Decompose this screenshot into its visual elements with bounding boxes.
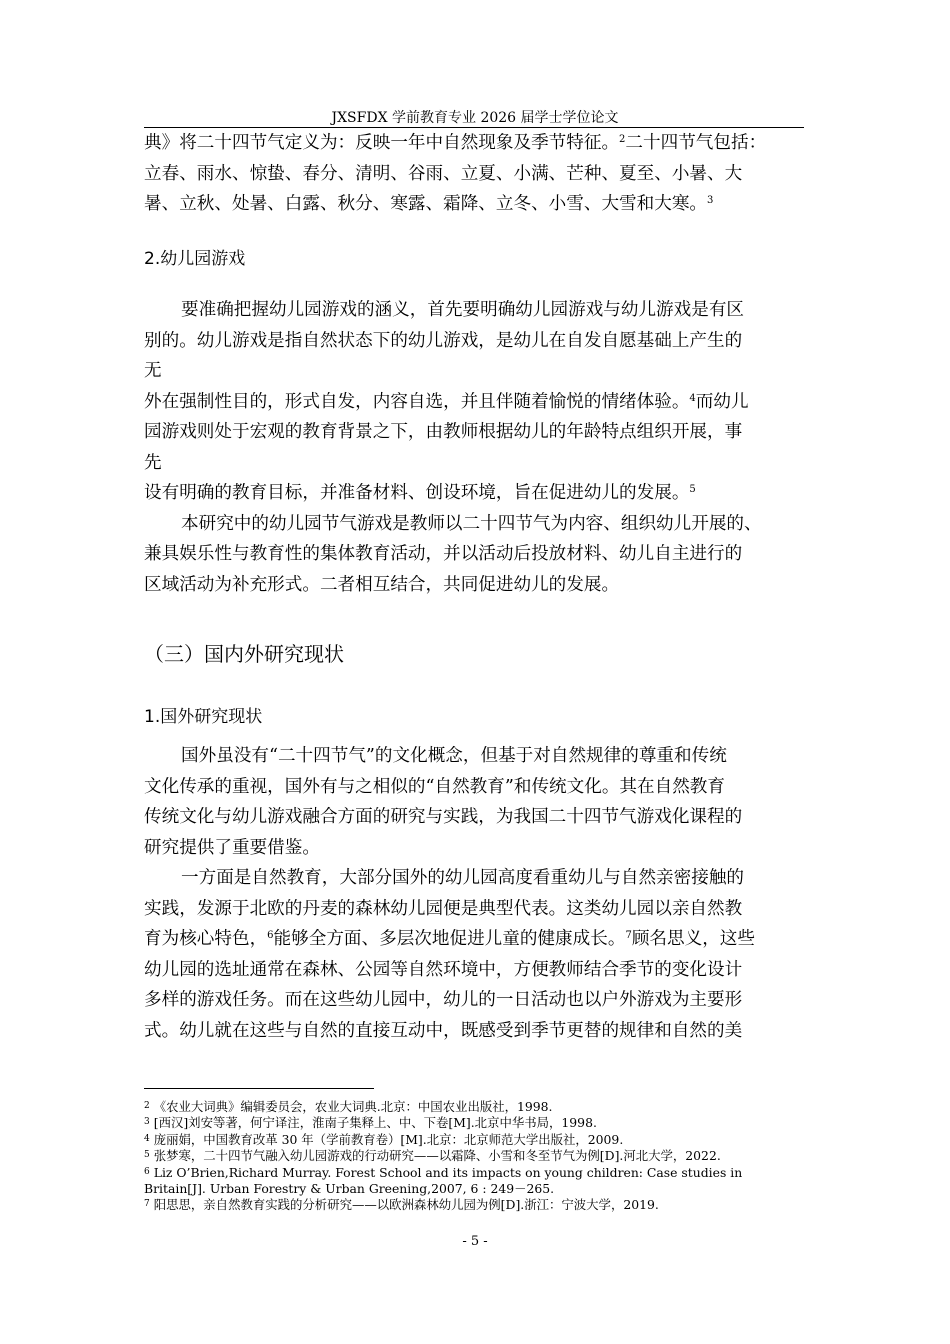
text-line <box>144 133 814 153</box>
footnote-marker: 7 <box>625 930 632 941</box>
footnote <box>144 1197 659 1212</box>
text-run: 传统文化与幼儿游戏融合方面的研究与实践，为我国二十四节气游戏化课程的 <box>144 807 743 827</box>
text-line <box>144 164 814 184</box>
text-run: 设有明确的教育目标，并准备材料、创设环境，旨在促进幼儿的发展。 <box>144 483 690 503</box>
text-line <box>144 544 814 564</box>
footnote-text: [西汉]刘安等著，何宁译注，淮南子集释上、中、下卷[M].北京中华书局，1998. <box>153 1115 597 1131</box>
text-line <box>144 960 814 980</box>
text-run: 本研究中的幼儿园节气游戏是教师以二十四节气为内容、组织幼儿开展的、 <box>181 513 762 534</box>
text-line <box>181 300 851 320</box>
text-line <box>181 514 851 534</box>
text-run: 一方面是自然教育，大部分国外的幼儿园高度看重幼儿与自然亲密接触的 <box>181 868 745 888</box>
text-run: 实践，发源于北欧的丹麦的森林幼儿园便是典型代表。这类幼儿园以亲自然教 <box>144 898 743 919</box>
footnote-number: 2 <box>144 1101 150 1111</box>
text-run: 育为核心特色， <box>144 929 268 949</box>
text-line <box>144 194 814 214</box>
text-run: 多样的游戏任务。而在这些幼儿园中，幼儿的一日活动也以户外游戏为主要形 <box>144 990 743 1010</box>
text-run: 式。幼儿就在这些与自然的直接互动中，既感受到季节更替的规律和自然的美 <box>144 1020 743 1041</box>
text-run: 兼具娱乐性与教育性的集体教育活动，并以活动后投放材料、幼儿自主进行的 <box>144 544 743 564</box>
text-run: 国外虽没有“二十四节气”的文化概念，但基于对自然规律的尊重和传统 <box>181 746 727 766</box>
text-run: 能够全方面、多层次地促进儿童的健康成长。 <box>273 929 626 949</box>
footnote-number: 5 <box>144 1150 150 1161</box>
footnote-text: Liz O’Brien,Richard Murray. Forest School and its impacts on young children: Case studies in <box>153 1164 743 1180</box>
footnote-marker: 3 <box>707 195 714 206</box>
footnote-marker: 4 <box>689 392 696 404</box>
footnote <box>144 1132 623 1147</box>
text-run: 要准确把握幼儿园游戏的涵义，首先要明确幼儿园游戏与幼儿游戏是有区 <box>181 300 745 320</box>
header-rule <box>144 127 804 128</box>
footnote-text: Britain[J]. Urban Forestry & Urban Greening,2007, 6 : 249－265. <box>144 1181 555 1196</box>
text-run: 外在强制性目的，形式自发，内容自选，并且伴随着愉悦的情绪体验。 <box>144 391 690 412</box>
subheading-foreign-research: 1.国外研究现状 <box>144 707 263 727</box>
text-run: 研究提供了重要借鉴。 <box>144 837 320 858</box>
text-line <box>144 838 814 858</box>
text-run: 文化传承的重视，国外有与之相似的“自然教育”和传统文化。其在自然教育 <box>144 776 725 797</box>
text-run: 园游戏则处于宏观的教育背景之下，由教师根据幼儿的年龄特点组织开展，事 <box>144 422 743 442</box>
text-run: 立春、雨水、惊蛰、春分、清明、谷雨、立夏、小满、芒种、夏至、小暑、大 <box>144 163 743 184</box>
footnote-rule <box>144 1088 374 1089</box>
footnote <box>144 1165 742 1180</box>
text-line <box>144 453 814 473</box>
text-line <box>144 422 814 442</box>
text-run: 先 <box>144 452 162 473</box>
text-line <box>181 746 851 766</box>
footnote-text: 阳思思，亲自然教育实践的分析研究——以欧洲森林幼儿园为例[D].浙江：宁波大学，2019. <box>153 1197 659 1213</box>
text-run: 二十四节气包括： <box>625 133 767 153</box>
text-line <box>144 361 814 381</box>
text-line <box>144 899 814 919</box>
text-line <box>144 807 814 827</box>
text-run: 别的。幼儿游戏是指自然状态下的幼儿游戏，是幼儿在自发自愿基础上产生的 <box>144 330 743 351</box>
text-run: 顾名思义，这些 <box>631 929 755 949</box>
text-run: 幼儿园的选址通常在森林、公园等自然环境中，方便教师结合季节的变化设计 <box>144 959 743 980</box>
footnote-marker: 5 <box>689 484 696 495</box>
text-line <box>144 777 814 797</box>
section-heading: （三）国内外研究现状 <box>144 642 344 666</box>
footnote-text: 庞丽娟，中国教育改革 30 年（学前教育卷）[M].北京：北京师范大学出版社，2009. <box>153 1131 624 1147</box>
footnote <box>144 1115 597 1130</box>
subheading-kindergarten-games: 2.幼儿园游戏 <box>144 249 246 269</box>
footnote-number: 3 <box>144 1117 150 1128</box>
footnote <box>144 1181 554 1196</box>
text-line <box>144 483 814 503</box>
text-line <box>144 990 814 1010</box>
footnote-number: 7 <box>144 1199 150 1210</box>
text-line <box>144 392 814 412</box>
footnote <box>144 1148 721 1163</box>
footnote <box>144 1099 552 1114</box>
text-run: 典》将二十四节气定义为：反映一年中自然现象及季节特征。 <box>144 133 620 153</box>
text-run: 区域活动为补充形式。二者相互结合，共同促进幼儿的发展。 <box>144 574 620 595</box>
text-run: 而幼儿 <box>695 391 749 412</box>
text-line <box>144 575 814 595</box>
text-line <box>181 868 851 888</box>
footnote-marker: 2 <box>619 134 626 145</box>
text-line <box>144 331 814 351</box>
text-line <box>144 929 814 949</box>
text-line <box>144 1021 814 1041</box>
footnote-number: 6 <box>144 1166 150 1177</box>
text-run: 暑、立秋、处暑、白露、秋分、寒露、霜降、立冬、小雪、大雪和大寒。 <box>144 194 708 214</box>
footnote-text: 《农业大词典》编辑委员会，农业大词典.北京：中国农业出版社，1998. <box>153 1099 553 1114</box>
page-number: - 5 - <box>462 1234 488 1249</box>
footnote-number: 4 <box>144 1133 150 1144</box>
footnote-marker: 6 <box>267 930 274 941</box>
footnote-text: 张梦寒，二十四节气融入幼儿园游戏的行动研究——以霜降、小雪和冬至节气为例[D].河北大学，2022. <box>153 1148 721 1164</box>
text-run: 无 <box>144 361 162 381</box>
running-header: JXSFDX 学前教育专业 2026 届学士学位论文 <box>331 110 619 126</box>
